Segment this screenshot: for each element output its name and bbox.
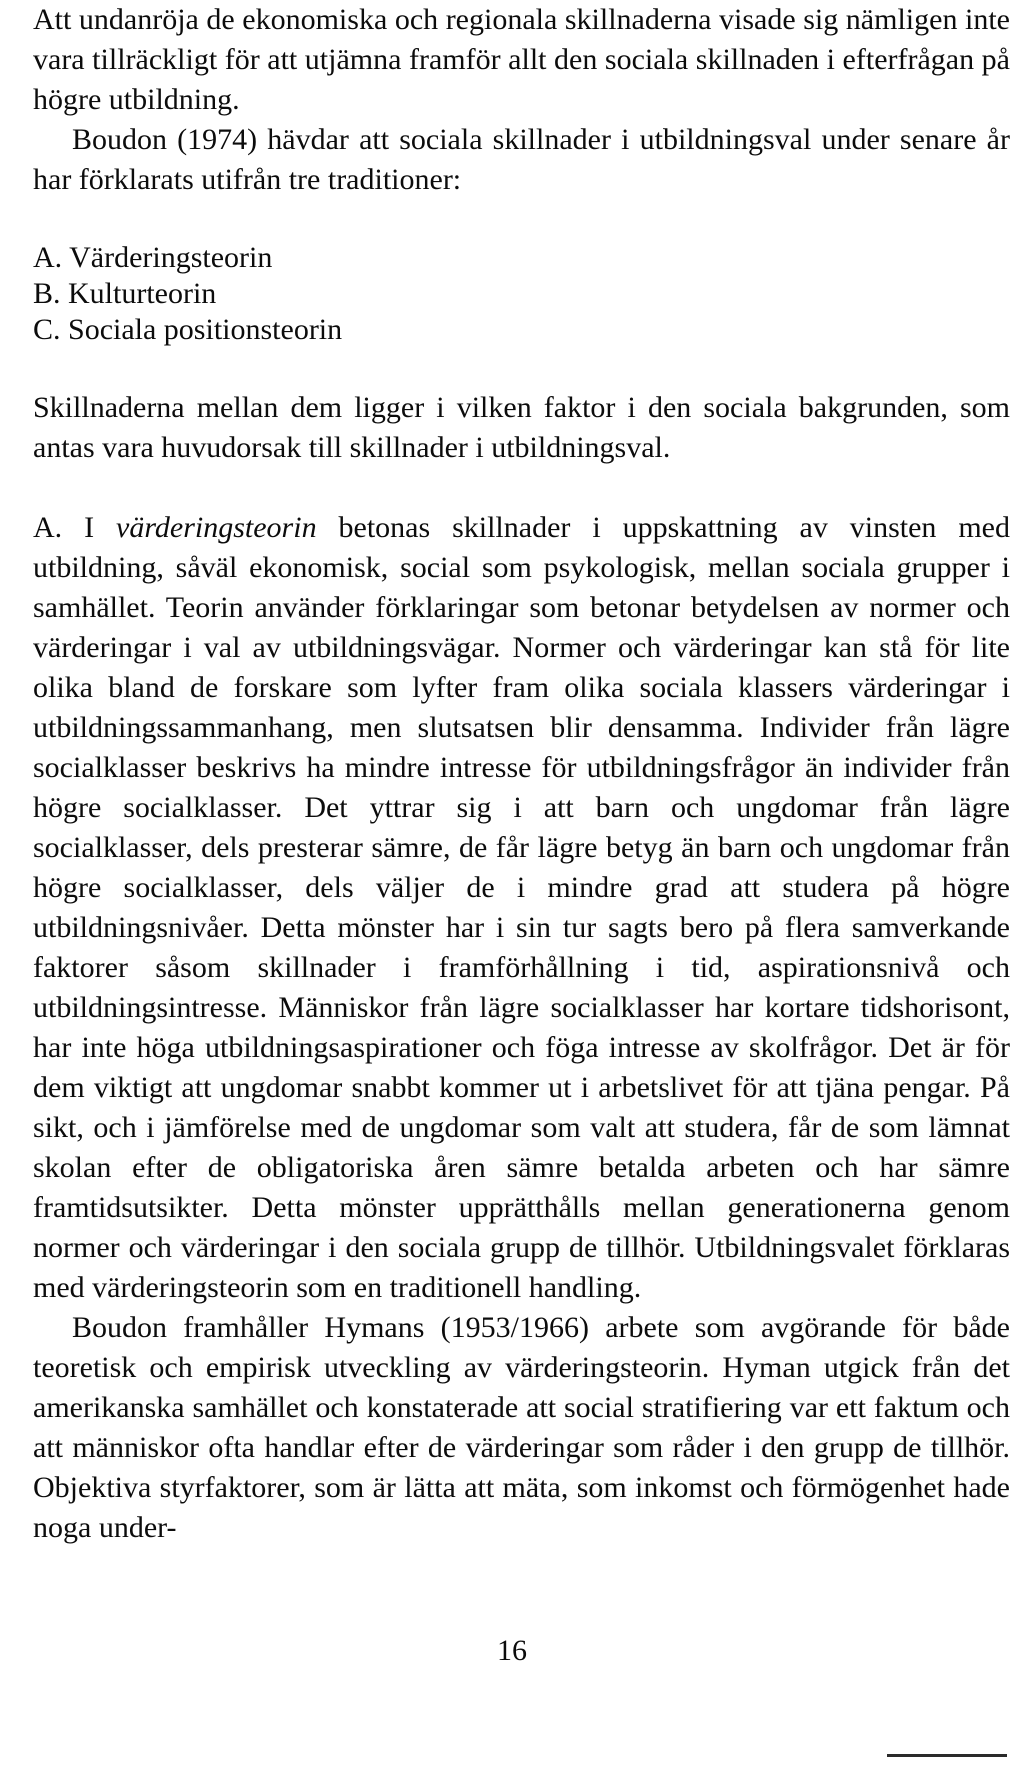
list-item: C. Sociala positionsteorin <box>33 313 343 346</box>
page-body <box>33 0 1010 1548</box>
term-vardringsteorin: värderingsteorin <box>116 511 317 544</box>
list-item: B. Kulturteorin <box>33 277 217 310</box>
paragraph-3: Skillnaderna mellan dem ligger i vilken faktor i den sociala bakgrunden, som antas vara huvudorsak till skillnader i utbildningsval. <box>33 391 1010 464</box>
traditions-list <box>33 240 1010 348</box>
footer-rule <box>887 1754 1007 1757</box>
paragraph-1: Att undanröja de ekonomiska och regionala skillnaderna visade sig nämligen inte vara tillräckligt för att utjämna framför allt den sociala skillnaden i efterfrågan på högre utbildning. <box>33 3 1010 116</box>
paragraph-5: Boudon framhåller Hymans (1953/1966) arbete som avgörande för både teoretisk och empirisk utveckling av värderingsteorin. Hyman utgick från det amerikanska samhället och konstaterade att social stratifiering var ett faktum och att människor ofta handlar efter de värderingar som råder i den grupp de tillhör. Objektiva styrfaktorer, som är lätta att mäta, som inkomst och förmögenhet hade noga under- <box>33 1311 1010 1544</box>
paragraph-2: Boudon (1974) hävdar att sociala skillnader i utbildningsval under senare år har förklarats utifrån tre traditioner: <box>33 123 1010 196</box>
paragraph-4 <box>33 508 1010 1308</box>
list-item: A. Värderingsteorin <box>33 241 273 274</box>
paragraph-4-text: betonas skillnader i uppskattning av vinsten med utbildning, såväl ekonomisk, social som psykologisk, mellan sociala grupper i samhället. Teorin använder förklaringar som betonar betydelsen av normer och värderingar i val av utbildningsvägar. Normer och värderingar kan stå för lite olika bland de forskare som lyfter fram olika sociala klassers värderingar i utbildningssammanhang, men slutsatsen blir densamma. Individer från lägre socialklasser beskrivs ha mindre intresse för utbildningsfrågor än individer från högre socialklasser. Det yttrar sig i att barn och ungdomar från lägre socialklasser, dels presterar sämre, de får lägre betyg än barn och ungdomar från högre socialklasser, dels väljer de i mindre grad att studera på högre utbildningsnivåer. Detta mönster har i sin tur sagts bero på flera samverkande faktorer såsom skillnader i framförhållning i tid, aspirationsnivå och utbildningsintresse. Människor från lägre socialklasser har kortare tidshorisont, har inte höga utbildningsaspirationer och föga intresse av skolfrågor. Det är för dem viktigt att ungdomar snabbt kommer ut i arbetslivet för att tjäna pengar. På sikt, och i jämförelse med de ungdomar som valt att studera, får de som lämnat skolan efter de obligatoriska åren sämre betalda arbeten och har sämre framtidsutsikter. Detta mönster upprätthålls mellan generationerna genom normer och värderingar i den sociala grupp de tillhör. Utbildningsvalet förklaras med värderingsteorin som en traditionell handling. <box>33 511 1011 1304</box>
paragraph-4-prefix: A. I <box>33 511 117 544</box>
page-number: 16 <box>497 1634 527 1667</box>
